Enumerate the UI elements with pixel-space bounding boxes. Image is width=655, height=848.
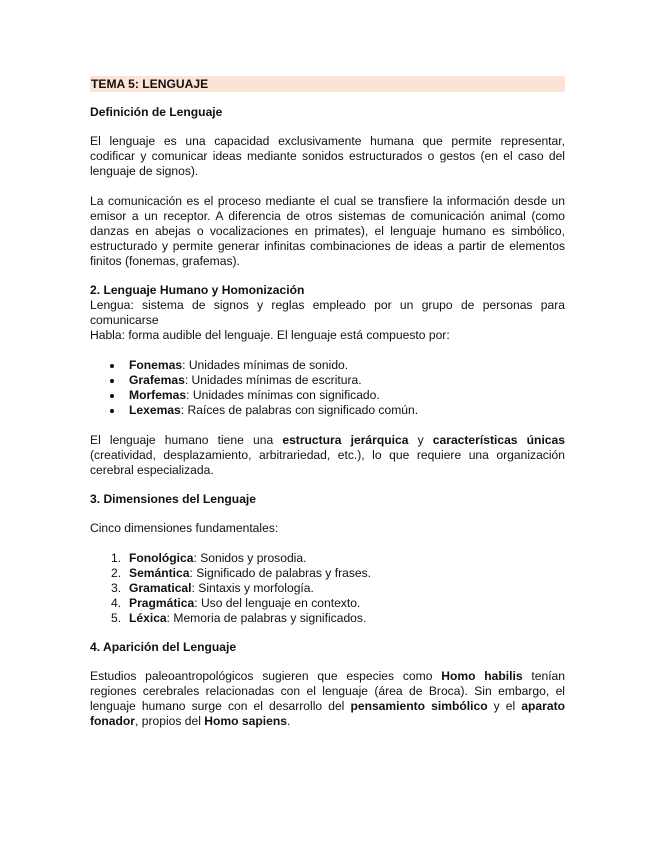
list-item: Lexemas: Raíces de palabras con significado común. <box>90 403 565 418</box>
document-content <box>90 76 565 729</box>
section-title-aparicion: 4. Aparición del Lenguaje <box>90 640 237 654</box>
list-item: 4. Pragmática: Uso del lenguaje en contexto. <box>111 596 361 610</box>
list-item: Fonemas: Unidades mínimas de sonido. <box>90 358 565 373</box>
paragraph-aparicion: Estudios paleoantropológicos sugieren que especies como Homo habilis tenían regiones cerebrales relacionadas con el lenguaje (área de Broca). Sin embargo, el lenguaje humano surge con el desarrollo del pensamiento simbólico y el aparato fonador, propios del Homo sapiens. <box>90 669 566 728</box>
list-item: Morfemas: Unidades mínimas con significado. <box>90 388 565 403</box>
bullet-icon <box>110 379 114 383</box>
paragraph-definicion: El lenguaje es una capacidad exclusivamente humana que permite representar, codificar y comunicar ideas mediante sonidos estructurados o gestos (en el caso del lenguaje de signos). <box>90 134 565 178</box>
list-item: 2. Semántica: Significado de palabras y frases. <box>111 566 372 580</box>
paragraph-lengua: Lengua: sistema de signos y reglas empleado por un grupo de personas para comunicarse <box>90 298 565 327</box>
section-title-definicion: Definición de Lenguaje <box>90 105 223 119</box>
list-item: 1. Fonológica: Sonidos y prosodia. <box>111 551 307 565</box>
numbered-list-dimensiones <box>90 551 565 626</box>
section-title-dimensiones: 3. Dimensiones del Lenguaje <box>90 492 256 506</box>
list-item: 3. Gramatical: Sintaxis y morfología. <box>111 581 314 595</box>
bullet-list-componentes <box>90 358 565 418</box>
paragraph-estructura: El lenguaje humano tiene una estructura jerárquica y características únicas (creatividad, desplazamiento, arbitrariedad, etc.), lo que requiere una organización cerebral especializada. <box>90 433 565 477</box>
bullet-icon <box>110 409 114 413</box>
list-item: Grafemas: Unidades mínimas de escritura. <box>90 373 565 388</box>
bullet-icon <box>110 364 114 368</box>
page-title: TEMA 5: LENGUAJE <box>90 76 565 92</box>
bullet-icon <box>110 394 114 398</box>
list-item: 5. Léxica: Memoria de palabras y significados. <box>111 611 367 625</box>
section-title-lenguaje-humano: 2. Lenguaje Humano y Homonización <box>90 283 305 297</box>
paragraph-cinco-dimensiones: Cinco dimensiones fundamentales: <box>90 521 279 535</box>
paragraph-habla: Habla: forma audible del lenguaje. El lenguaje está compuesto por: <box>90 328 450 342</box>
paragraph-comunicacion: La comunicación es el proceso mediante el cual se transfiere la información desde un emisor a un receptor. A diferencia de otros sistemas de comunicación animal (como danzas en abejas o vocalizaciones en primates), el lenguaje humano es simbólico, estructurado y permite generar infinitas combinaciones de ideas a partir de elementos finitos (fonemas, grafemas). <box>90 194 565 268</box>
